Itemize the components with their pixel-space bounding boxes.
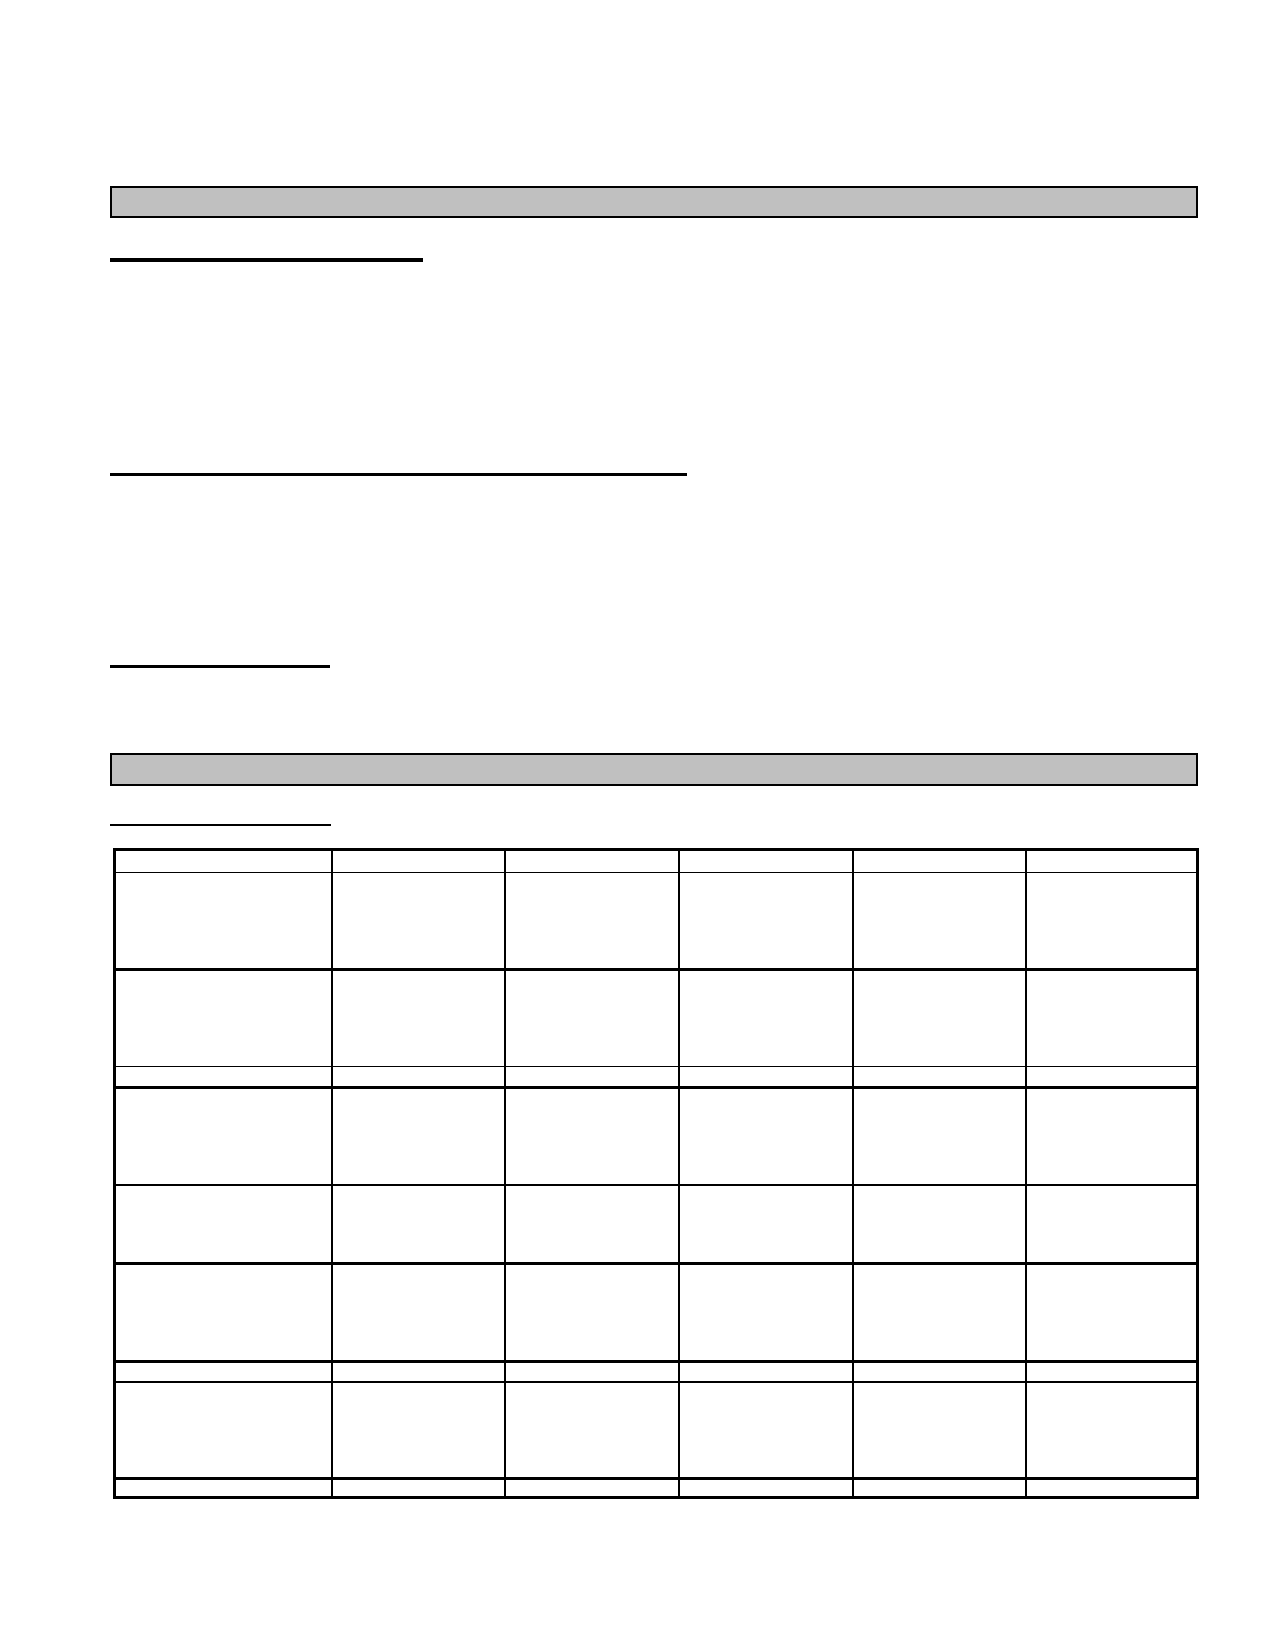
table-cell xyxy=(115,1479,332,1498)
table-row xyxy=(115,1362,1198,1382)
table-cell xyxy=(1026,1382,1198,1479)
table-cell xyxy=(332,873,505,970)
table-cell xyxy=(332,1185,505,1264)
table-cell xyxy=(853,1362,1026,1382)
table-cell xyxy=(853,1067,1026,1088)
table-cell xyxy=(115,1067,332,1088)
table-row xyxy=(115,1264,1198,1362)
table-row xyxy=(115,873,1198,970)
table-cell xyxy=(853,1185,1026,1264)
table-header-cell xyxy=(332,850,505,873)
table-cell xyxy=(853,873,1026,970)
table-cell xyxy=(115,970,332,1067)
table-cell xyxy=(679,1088,853,1185)
table-cell xyxy=(505,1067,679,1088)
table-cell xyxy=(332,1382,505,1479)
heading-underline-4 xyxy=(110,824,331,826)
table-row xyxy=(115,1088,1198,1185)
table-cell xyxy=(505,1088,679,1185)
table-cell xyxy=(332,1088,505,1185)
table-header-cell xyxy=(1026,850,1198,873)
table-cell xyxy=(1026,970,1198,1067)
table-cell xyxy=(115,1185,332,1264)
table-row xyxy=(115,1382,1198,1479)
table-cell xyxy=(505,970,679,1067)
table-cell xyxy=(853,1382,1026,1479)
table-cell xyxy=(115,1382,332,1479)
table-cell xyxy=(332,1264,505,1362)
section-header-bar-2 xyxy=(110,753,1198,786)
table-cell xyxy=(853,970,1026,1067)
table-cell xyxy=(1026,1185,1198,1264)
table-cell xyxy=(115,873,332,970)
table-cell xyxy=(332,970,505,1067)
table-header-cell xyxy=(679,850,853,873)
table-cell xyxy=(505,873,679,970)
table-header-row xyxy=(115,850,1198,873)
table-cell xyxy=(1026,1264,1198,1362)
table-cell xyxy=(1026,1479,1198,1498)
heading-underline-3 xyxy=(110,665,330,668)
table-cell xyxy=(679,970,853,1067)
table-cell xyxy=(679,1264,853,1362)
table-row xyxy=(115,1479,1198,1498)
table-cell xyxy=(505,1479,679,1498)
table-cell xyxy=(679,1185,853,1264)
table-header-cell xyxy=(115,850,332,873)
table-row xyxy=(115,1067,1198,1088)
table-cell xyxy=(679,1382,853,1479)
table-cell xyxy=(1026,1067,1198,1088)
table-cell xyxy=(332,1479,505,1498)
table-row xyxy=(115,1185,1198,1264)
table-cell xyxy=(332,1362,505,1382)
table-cell xyxy=(505,1264,679,1362)
section-header-bar-1 xyxy=(110,186,1198,218)
table-cell xyxy=(115,1362,332,1382)
table-cell xyxy=(679,1067,853,1088)
table-cell xyxy=(679,1362,853,1382)
table-row xyxy=(115,970,1198,1067)
table-cell xyxy=(115,1088,332,1185)
table-cell xyxy=(679,1479,853,1498)
table-cell xyxy=(115,1264,332,1362)
table-cell xyxy=(853,1088,1026,1185)
table-cell xyxy=(332,1067,505,1088)
table-header-cell xyxy=(853,850,1026,873)
heading-underline-2 xyxy=(110,473,687,476)
heading-underline-1 xyxy=(110,258,423,262)
table-cell xyxy=(505,1362,679,1382)
data-table xyxy=(113,848,1199,1499)
table-cell xyxy=(505,1382,679,1479)
table-cell xyxy=(1026,1362,1198,1382)
table-cell xyxy=(505,1185,679,1264)
table-cell xyxy=(853,1479,1026,1498)
table-cell xyxy=(1026,873,1198,970)
table-cell xyxy=(853,1264,1026,1362)
table-cell xyxy=(679,873,853,970)
table-cell xyxy=(1026,1088,1198,1185)
table-header-cell xyxy=(505,850,679,873)
